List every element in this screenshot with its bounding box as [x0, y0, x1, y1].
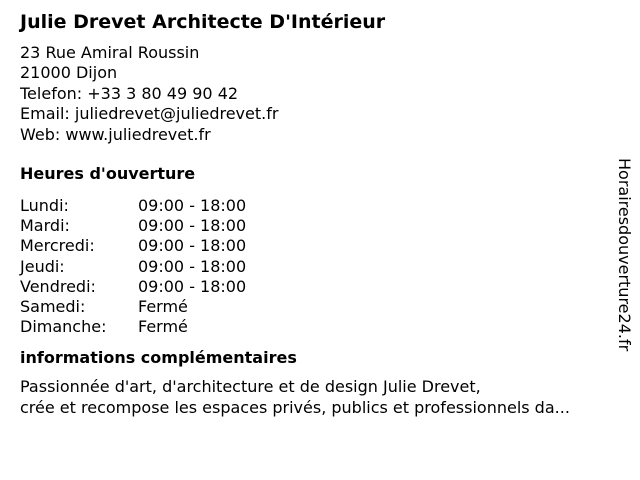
site-watermark-text: Horairesdouverture24.fr: [615, 158, 634, 352]
hours-row-friday: [20, 277, 610, 297]
business-name: Julie Drevet Architecte D'Intérieur: [20, 11, 386, 33]
hours-value: 09:00 - 18:00: [138, 256, 247, 276]
web-label: Web:: [20, 124, 61, 144]
day-label: Jeudi:: [20, 256, 65, 276]
hours-row-tuesday: [20, 216, 610, 236]
site-watermark: [612, 138, 636, 372]
hours-value: 09:00 - 18:00: [138, 276, 247, 296]
street-address: 23 Rue Amiral Roussin: [20, 43, 200, 62]
website-link[interactable]: www.juliedrevet.fr: [65, 124, 211, 144]
email-label: Email:: [20, 104, 70, 124]
email-address[interactable]: juliedrevet@juliedrevet.fr: [74, 104, 279, 124]
phone-line: [20, 84, 610, 104]
business-card: [20, 10, 610, 418]
hours-row-thursday: [20, 257, 610, 277]
phone-number[interactable]: +33 3 80 49 90 42: [87, 83, 239, 103]
city: 21000 Dijon: [20, 63, 118, 83]
day-label: Vendredi:: [20, 276, 96, 296]
day-label: Samedi:: [20, 297, 86, 317]
info-description: [20, 377, 610, 418]
day-label: Mardi:: [20, 216, 70, 236]
hours-row-wednesday: [20, 236, 610, 256]
hours-row-sunday: [20, 317, 610, 337]
day-label: Dimanche:: [20, 317, 107, 337]
hours-value: 09:00 - 18:00: [138, 216, 247, 236]
hours-value: 09:00 - 18:00: [138, 236, 247, 256]
hours-row-monday: [20, 196, 610, 216]
hours-table: [20, 196, 610, 337]
hours-value: Fermé: [138, 317, 188, 337]
phone-label: Telefon:: [20, 83, 83, 103]
info-line: crée et recompose les espaces privés, publics et professionnels da...: [20, 397, 570, 417]
contact-block: [20, 43, 610, 145]
hours-row-saturday: [20, 297, 610, 317]
hours-title: Heures d'ouverture: [20, 164, 196, 184]
day-label: Mercredi:: [20, 236, 95, 256]
hours-value: 09:00 - 18:00: [138, 196, 247, 216]
info-title: informations complémentaires: [20, 348, 297, 368]
email-line: [20, 104, 610, 124]
day-label: Lundi:: [20, 196, 69, 216]
hours-value: Fermé: [138, 297, 188, 317]
info-line: Passionnée d'art, d'architecture et de design Julie Drevet,: [20, 377, 481, 397]
web-line: [20, 125, 610, 145]
